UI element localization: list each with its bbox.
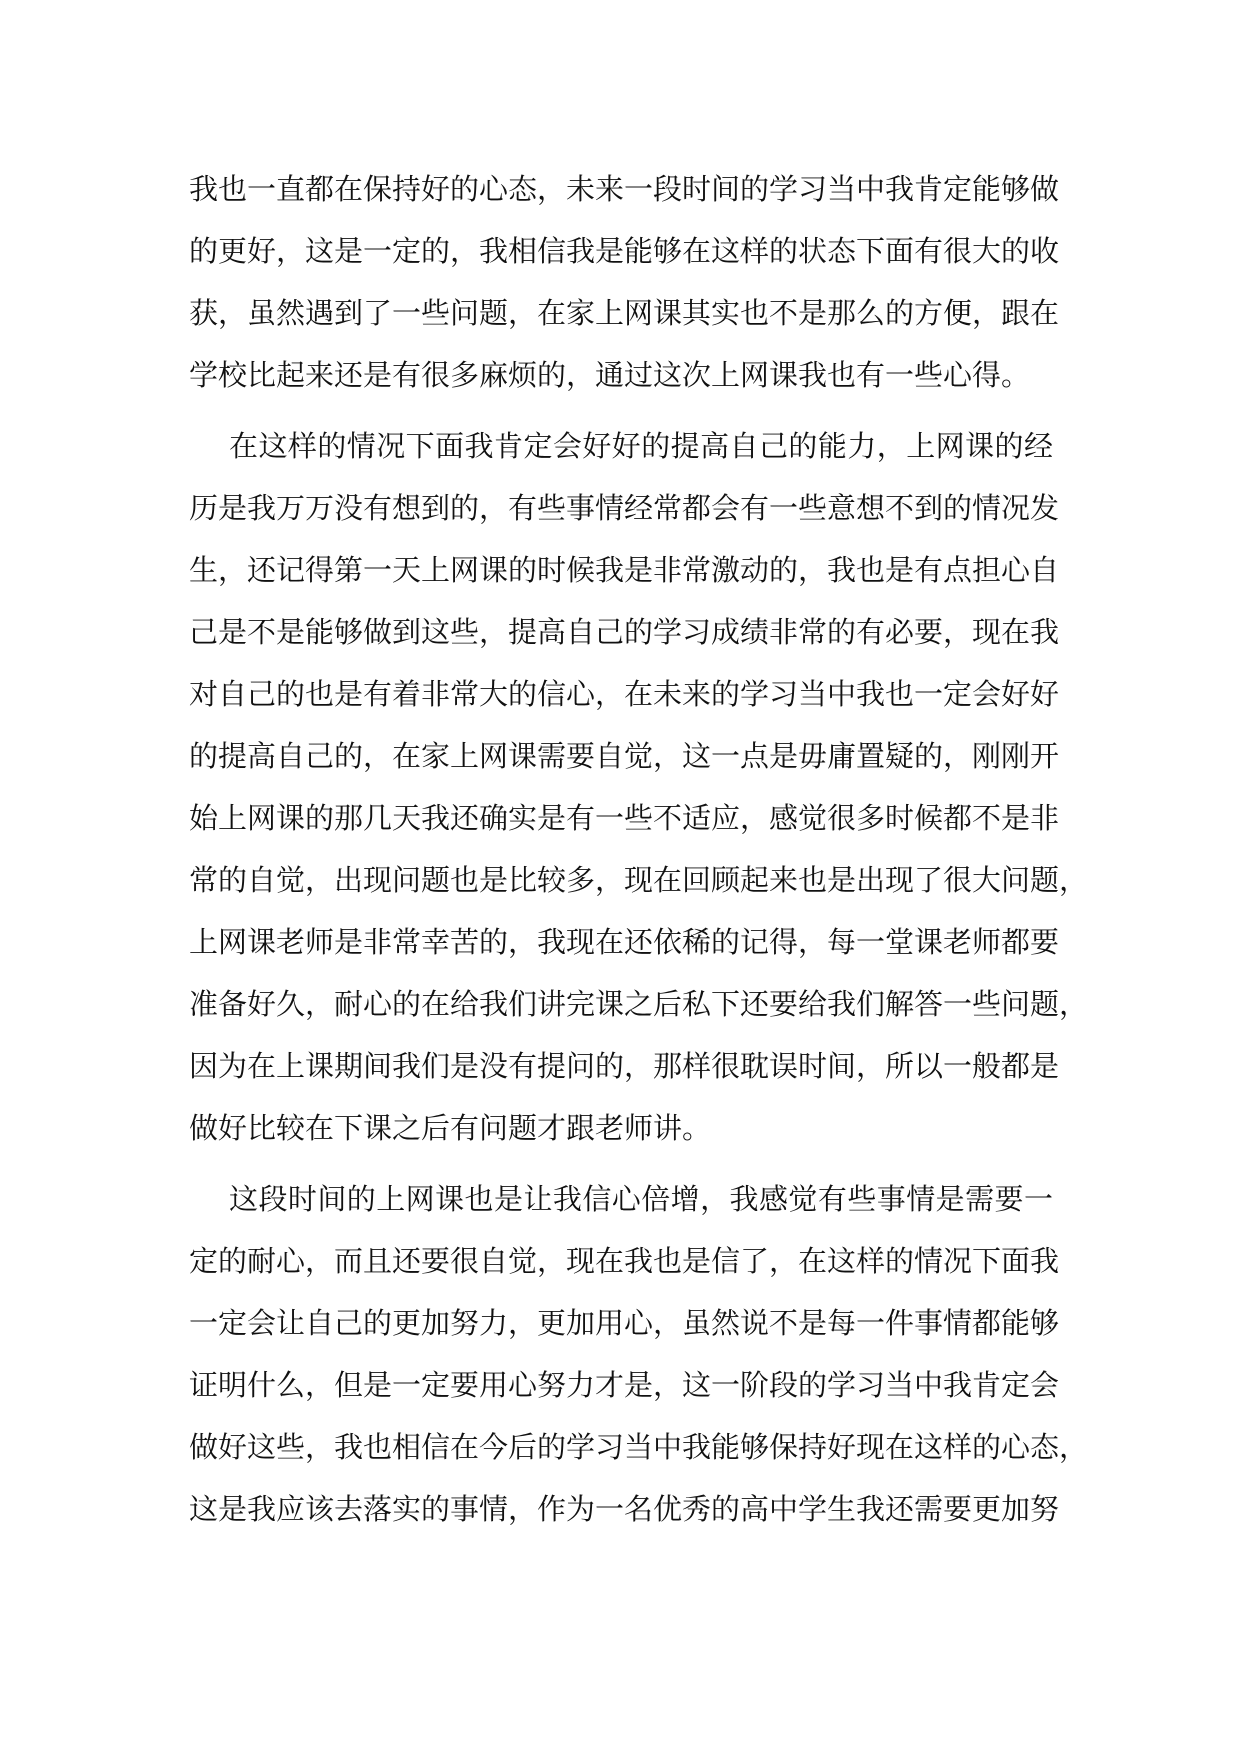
- text-line: 始上网课的那几天我还确实是有一些不适应，感觉很多时候都不是非: [189, 801, 1060, 835]
- text-line: 我也一直都在保持好的心态，未来一段时间的学习当中我肯定能够做: [189, 172, 1060, 206]
- text-line: 常的自觉，出现问题也是比较多，现在回顾起来也是出现了很大问题，: [189, 863, 1089, 897]
- text-line: 在这样的情况下面我肯定会好好的提高自己的能力，上网课的经: [229, 429, 1053, 463]
- text-line: 生，还记得第一天上网课的时候我是非常激动的，我也是有点担心自: [189, 553, 1060, 587]
- text-line: 证明什么，但是一定要用心努力才是，这一阶段的学习当中我肯定会: [189, 1368, 1060, 1402]
- text-line: 这是我应该去落实的事情，作为一名优秀的高中学生我还需要更加努: [189, 1492, 1060, 1526]
- text-line: 准备好久，耐心的在给我们讲完课之后私下还要给我们解答一些问题，: [189, 987, 1089, 1021]
- text-line: 做好比较在下课之后有问题才跟老师讲。: [189, 1111, 712, 1145]
- text-line: 做好这些，我也相信在今后的学习当中我能够保持好现在这样的心态，: [189, 1430, 1089, 1464]
- text-line: 学校比起来还是有很多麻烦的，通过这次上网课我也有一些心得。: [189, 358, 1031, 392]
- text-line: 的提高自己的，在家上网课需要自觉，这一点是毋庸置疑的，刚刚开: [189, 739, 1060, 773]
- text-line: 上网课老师是非常幸苦的，我现在还依稀的记得，每一堂课老师都要: [189, 925, 1060, 959]
- text-line: 获，虽然遇到了一些问题，在家上网课其实也不是那么的方便，跟在: [189, 296, 1060, 330]
- text-line: 历是我万万没有想到的，有些事情经常都会有一些意想不到的情况发: [189, 491, 1060, 525]
- text-line: 己是不是能够做到这些，提高自己的学习成绩非常的有必要，现在我: [189, 615, 1060, 649]
- text-line: 一定会让自己的更加努力，更加用心，虽然说不是每一件事情都能够: [189, 1306, 1060, 1340]
- text-line: 对自己的也是有着非常大的信心，在未来的学习当中我也一定会好好: [189, 677, 1060, 711]
- text-line: 定的耐心，而且还要很自觉，现在我也是信了，在这样的情况下面我: [189, 1244, 1060, 1278]
- text-line: 的更好，这是一定的，我相信我是能够在这样的状态下面有很大的收: [189, 234, 1060, 268]
- document-body: [189, 158, 1089, 1540]
- text-line: 这段时间的上网课也是让我信心倍增，我感觉有些事情是需要一: [229, 1182, 1053, 1216]
- text-line: 因为在上课期间我们是没有提问的，那样很耽误时间，所以一般都是: [189, 1049, 1060, 1083]
